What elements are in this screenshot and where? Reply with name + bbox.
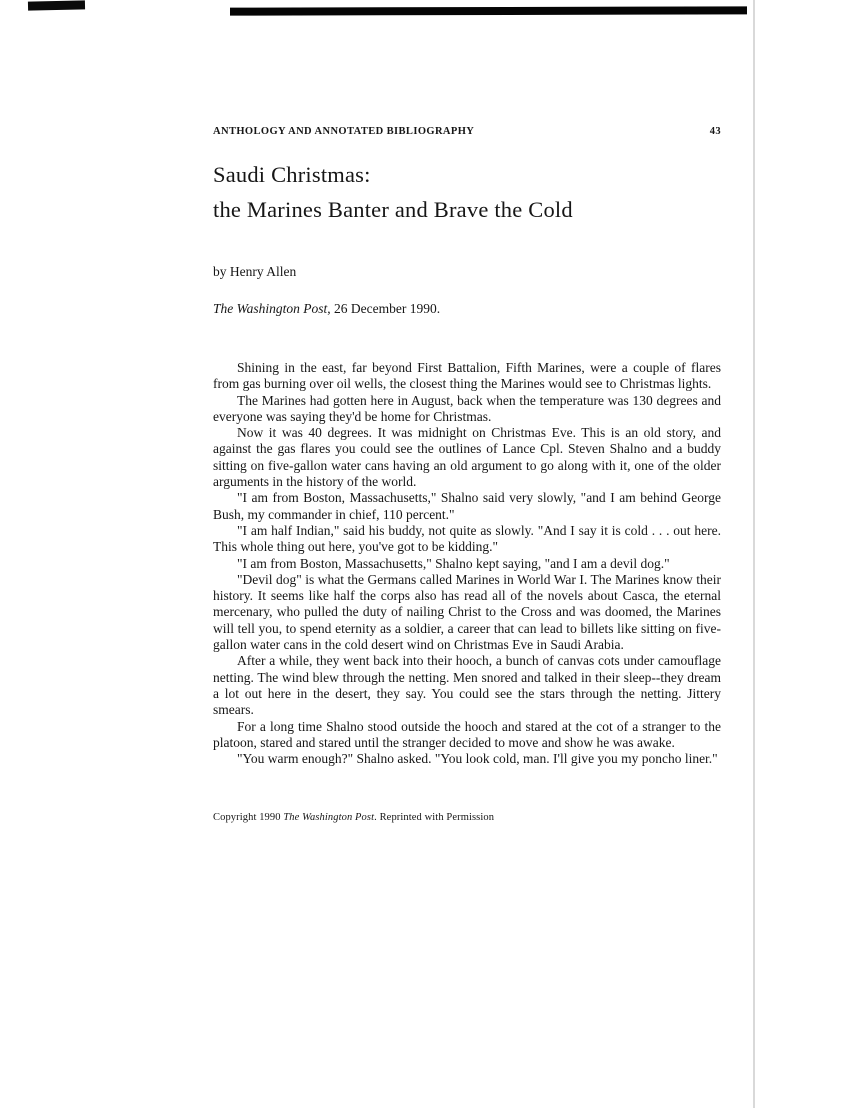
paragraph: "I am from Boston, Massachusetts," Shalno kept saying, "and I am a devil dog." bbox=[237, 555, 670, 571]
paragraph: "Devil dog" is what the Germans called Marines in World War I. The Marines know their history. It seems like half the corps also has read all of the novels about Casca, the eternal mercenary, who pulled the duty of nailing Christ to the Cross and was doomed, the Marines will tell you, to spend eternity as a soldier, a career that can lead to billets like sitting on five-gallon water cans in the cold desert wind on Christmas Eve in Saudi Arabia. bbox=[213, 571, 721, 653]
article-title-line1: Saudi Christmas: bbox=[213, 162, 371, 187]
paragraph: "You warm enough?" Shalno asked. "You look cold, man. I'll give you my poncho liner." bbox=[237, 751, 718, 767]
scan-artifact-top-left bbox=[28, 0, 85, 10]
article-body bbox=[213, 360, 721, 767]
paragraph: Now it was 40 degrees. It was midnight on Christmas Eve. This is an old story, and against the gas flares you could see the outlines of Lance Cpl. Steven Shalno and a buddy sitting on five-gallon water cans having an old argument to go along with it, one of the older arguments in the history of the world. bbox=[213, 425, 721, 490]
paragraph: The Marines had gotten here in August, back when the temperature was 130 degrees and everyone was saying they'd be home for Christmas. bbox=[213, 392, 721, 424]
copyright-pre: Copyright 1990 bbox=[213, 812, 284, 824]
paragraph: "I am half Indian," said his buddy, not quite as slowly. "And I say it is cold . . . out here. This whole thing out here, you've got to be kidding." bbox=[213, 522, 721, 555]
source-line bbox=[213, 301, 721, 317]
source-date: , 26 December 1990. bbox=[327, 301, 441, 316]
paragraph: For a long time Shalno stood outside the hooch and stared at the cot of a stranger to the platoon, stared and stared until the stranger decided to move and show he was awake. bbox=[213, 718, 721, 750]
copyright-publication: The Washington Post bbox=[283, 812, 375, 824]
copyright-post: . Reprinted with Permission bbox=[374, 812, 495, 824]
article-title bbox=[213, 157, 721, 227]
running-header bbox=[213, 126, 721, 137]
page-number: 43 bbox=[709, 126, 721, 137]
scan-artifact-top-bar bbox=[230, 6, 747, 15]
source-publication: The Washington Post bbox=[213, 301, 328, 316]
paragraph: "I am from Boston, Massachusetts," Shalno said very slowly, "and I am behind George Bush, my commander in chief, 110 percent." bbox=[213, 490, 721, 522]
page-content bbox=[213, 126, 721, 823]
page-edge-line bbox=[753, 0, 755, 1108]
copyright-footer bbox=[213, 812, 721, 823]
running-header-title: ANTHOLOGY AND ANNOTATED BIBLIOGRAPHY bbox=[213, 126, 475, 137]
byline: by Henry Allen bbox=[213, 264, 297, 279]
article-title-line2: the Marines Banter and Brave the Cold bbox=[213, 197, 573, 222]
paragraph: After a while, they went back into their hooch, a bunch of canvas cots under camouflage netting. The wind blew through the netting. Men snored and talked in their sleep--they dream a lot out here in the desert, they say. You could see the stars through the netting. Jittery smears. bbox=[213, 653, 721, 718]
paragraph: Shining in the east, far beyond First Battalion, Fifth Marines, were a couple of flares from gas burning over oil wells, the closest thing the Marines would see to Christmas lights. bbox=[213, 360, 721, 392]
